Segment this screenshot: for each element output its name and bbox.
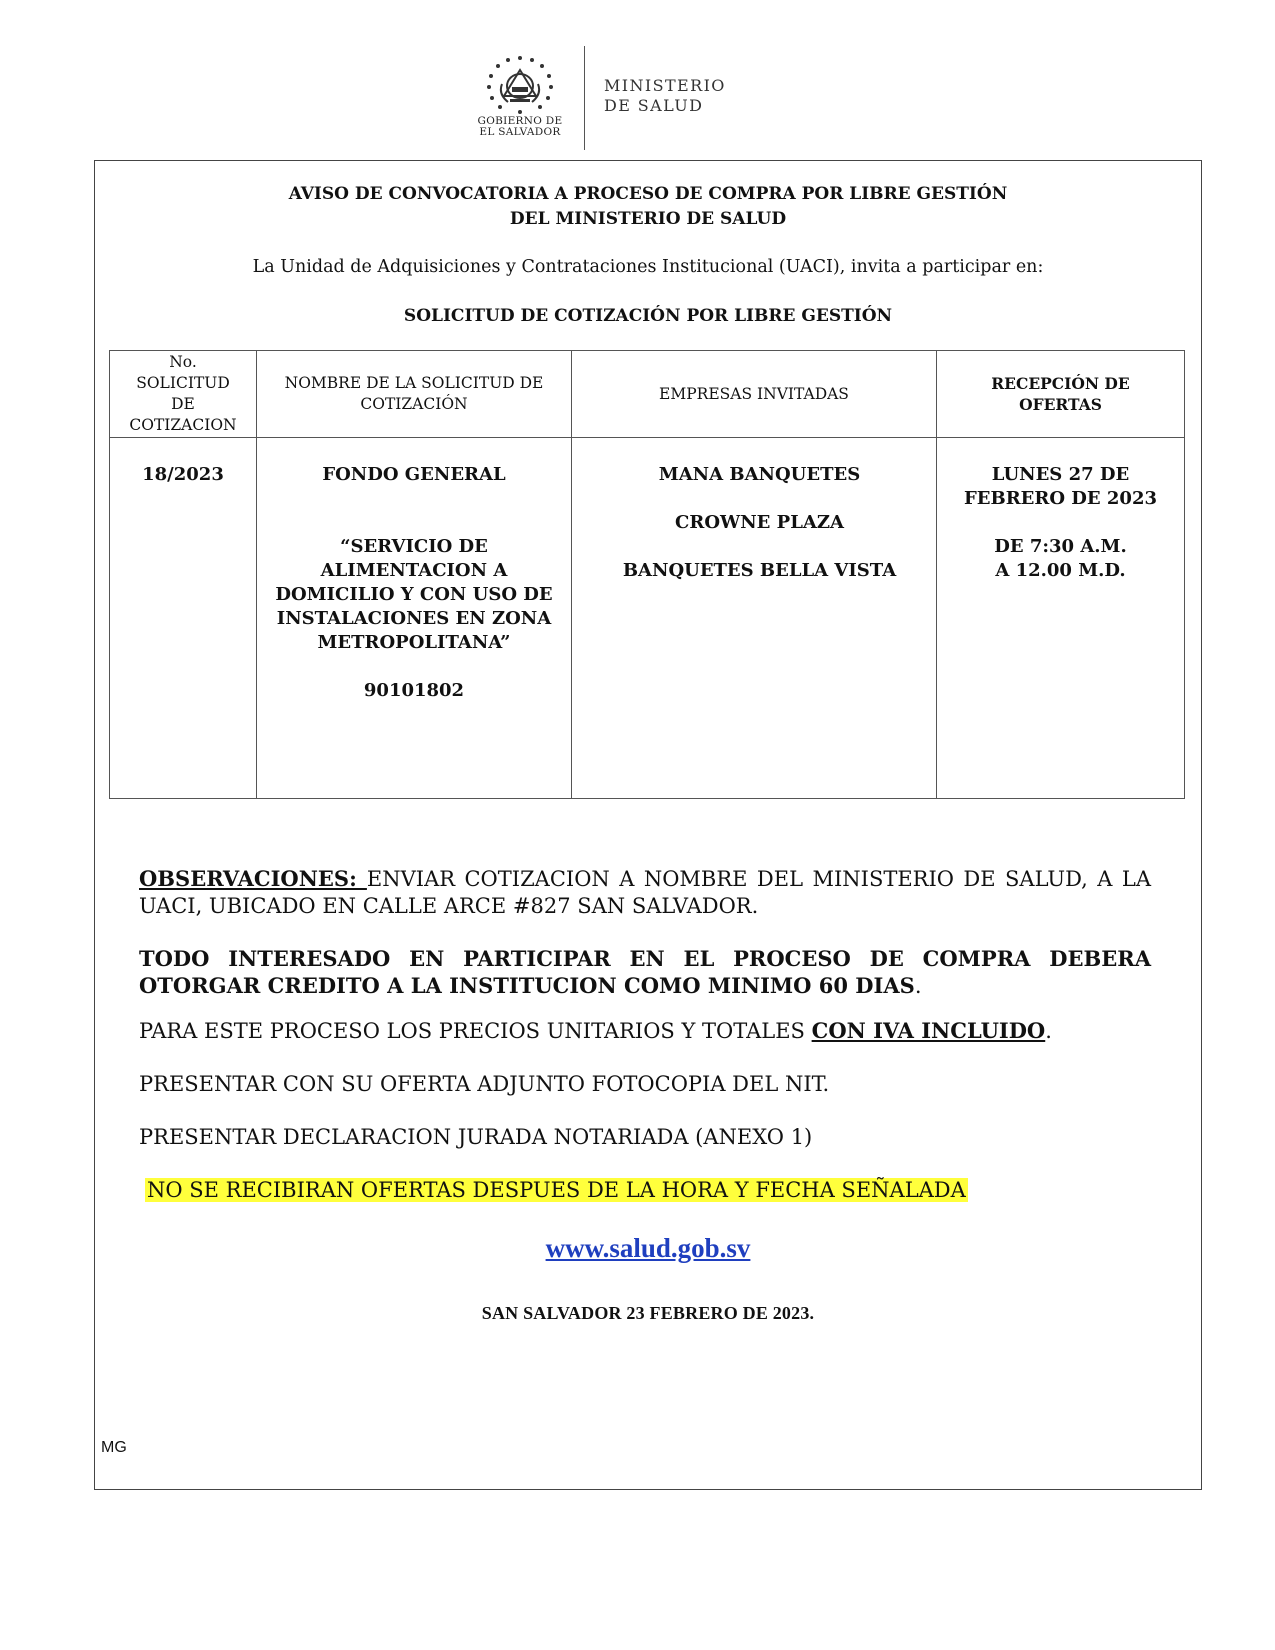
- service-line: INSTALACIONES EN ZONA: [276, 608, 552, 629]
- spacer: [583, 487, 936, 511]
- observations-label: OBSERVACIONES:: [139, 866, 367, 891]
- header-text: OFERTAS: [1019, 395, 1102, 414]
- cell-offer-reception: [937, 438, 1185, 799]
- service-code: 90101802: [363, 680, 465, 701]
- pricing-note: [139, 1017, 1151, 1045]
- reception-time-line: DE 7:30 A.M.: [994, 536, 1127, 557]
- pricing-note-emphasis: CON IVA INCLUIDO: [811, 1018, 1046, 1043]
- cell-invited-companies: [572, 438, 937, 799]
- service-line: “SERVICIO DE: [340, 536, 488, 557]
- header-text: COTIZACIÓN: [360, 395, 468, 413]
- nit-requirement: PRESENTAR CON SU OFERTA ADJUNTO FOTOCOPIA DEL NIT.: [139, 1072, 830, 1096]
- header-text: RECEPCIÓN DE: [991, 374, 1130, 393]
- spacer: [257, 511, 571, 535]
- header-text: NOMBRE DE LA SOLICITUD DE: [284, 374, 544, 392]
- service-line: METROPOLITANA”: [317, 632, 511, 653]
- credit-requirement-period: .: [914, 974, 922, 998]
- ministry-name-line1: MINISTERIO: [604, 76, 726, 95]
- header-divider: [584, 46, 585, 150]
- pricing-note-period: .: [1045, 1019, 1052, 1043]
- affidavit-requirement: PRESENTAR DECLARACION JURADA NOTARIADA (ANEXO 1): [139, 1125, 813, 1149]
- companies-block: [572, 438, 936, 583]
- quotation-table: [109, 350, 1185, 799]
- spacer: [937, 511, 1184, 535]
- spacer: [257, 487, 571, 511]
- header-text: DE: [171, 395, 195, 413]
- fund-name: FONDO GENERAL: [322, 464, 506, 485]
- notice-intro: La Unidad de Adquisiciones y Contrataciones Institucional (UACI), invita a participar en:: [252, 257, 1044, 277]
- reception-block: [937, 438, 1184, 583]
- header-text: SOLICITUD: [136, 374, 230, 392]
- pricing-note-text: PARA ESTE PROCESO LOS PRECIOS UNITARIOS Y TOTALES: [139, 1019, 812, 1043]
- table-header-row: [110, 351, 1185, 438]
- table-row: [110, 438, 1185, 799]
- ministry-name: [604, 76, 726, 116]
- government-name: [456, 116, 584, 138]
- website-link[interactable]: [95, 1233, 1201, 1264]
- request-number: 18/2023: [142, 464, 224, 485]
- sign-date: SAN SALVADOR 23 FEBRERO DE 2023.: [481, 1303, 815, 1323]
- service-line: ALIMENTACION A: [320, 560, 508, 581]
- header-request-name: [257, 351, 572, 438]
- service-line: DOMICILIO Y CON USO DE: [275, 584, 553, 605]
- reception-date-line: LUNES 27 DE: [991, 464, 1130, 485]
- website-link-text[interactable]: www.salud.gob.sv: [545, 1233, 751, 1263]
- deadline-warning-text: NO SE RECIBIRAN OFERTAS DESPUES DE LA HORA Y FECHA SEÑALADA: [147, 1178, 966, 1202]
- notice-subtitle: SOLICITUD DE COTIZACIÓN POR LIBRE GESTIÓN: [403, 306, 893, 326]
- document-header: [456, 46, 816, 150]
- deadline-warning: [145, 1177, 1157, 1204]
- company-name: BANQUETES BELLA VISTA: [622, 560, 897, 581]
- header-text: No.: [169, 353, 197, 371]
- credit-requirement: [139, 945, 1151, 1000]
- notice-title-line1: AVISO DE CONVOCATORIA A PROCESO DE COMPRA POR LIBRE GESTIÓN: [288, 184, 1008, 204]
- header-request-number: [110, 351, 257, 438]
- reception-time-line: A 12.00 M.D.: [995, 560, 1126, 581]
- header-offer-reception: [937, 351, 1185, 438]
- header-invited-companies: EMPRESAS INVITADAS: [572, 351, 937, 438]
- author-initials: MG: [101, 1439, 127, 1456]
- spacer: [583, 535, 936, 559]
- spacer: [257, 655, 571, 679]
- cell-request-number: [110, 438, 257, 799]
- header-text: COTIZACION: [129, 416, 237, 434]
- notice-frame: [94, 160, 1202, 1490]
- observations-text: ENVIAR COTIZACION A NOMBRE DEL MINISTERIO DE SALUD, A LA UACI, UBICADO EN CALLE ARCE #827 SAN SALVADOR.: [139, 867, 1151, 918]
- gov-name-line1: GOBIERNO DE: [477, 115, 563, 127]
- company-name: CROWNE PLAZA: [675, 512, 844, 533]
- request-name-block: [257, 438, 571, 703]
- credit-requirement-text: TODO INTERESADO EN PARTICIPAR EN EL PROCESO DE COMPRA DEBERA OTORGAR CREDITO A LA INSTITUCION COMO MINIMO 60 DIAS: [139, 946, 1151, 998]
- observations-paragraph: [139, 865, 1151, 920]
- gov-name-line2: EL SALVADOR: [479, 126, 561, 138]
- ministry-name-line2: DE SALUD: [604, 96, 704, 115]
- company-name: MANA BANQUETES: [658, 464, 861, 485]
- notice-title-line2: DEL MINISTERIO DE SALUD: [509, 209, 787, 229]
- reception-date-line: FEBRERO DE 2023: [964, 488, 1157, 509]
- cell-request-name: [257, 438, 572, 799]
